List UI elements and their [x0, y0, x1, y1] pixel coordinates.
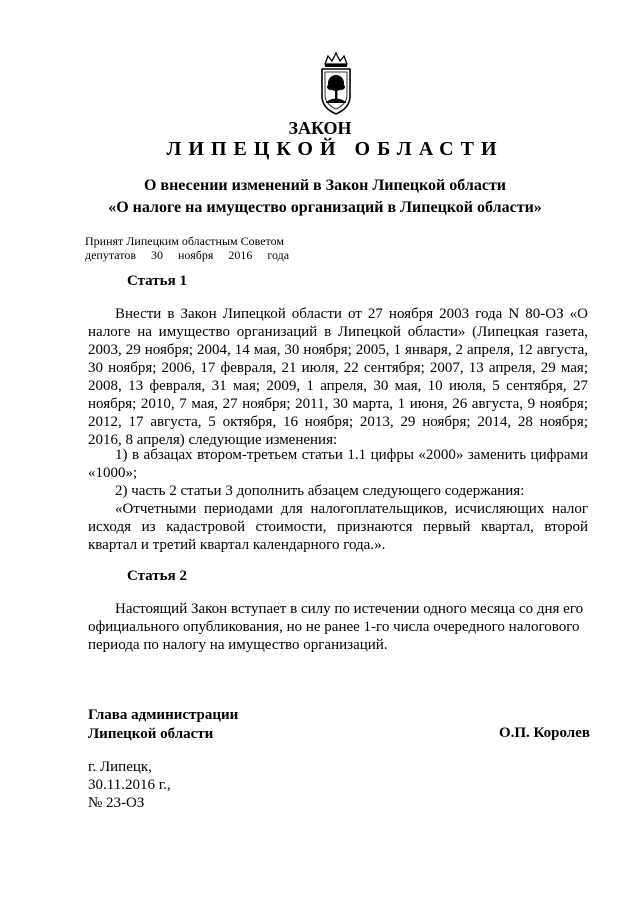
document-subtitle [70, 175, 580, 219]
signatory-position-line-2: Липецкой области [88, 726, 214, 742]
adoption-line-1: Принят Липецким областным Советом [85, 234, 284, 248]
signatory-position [88, 706, 238, 744]
subtitle-line-1: О внесении изменений в Закон Липецкой области [143, 177, 507, 194]
article-2-heading: Статья 2 [127, 568, 187, 584]
region-title: ЛИПЕЦКОЙ ОБЛАСТИ [166, 138, 504, 160]
document-footer [88, 758, 171, 812]
article-1-quote: «Отчетными периодами для налогоплательщиков, исчисляющих налог исходя из кадастровой стоимости, признаются первый квартал, второй квартал и третий квартал календарного года.». [88, 501, 588, 553]
article-1-intro: Внести в Закон Липецкой области от 27 ноября 2003 года N 80-ОЗ «О налоге на имущество организаций в Липецкой области» (Липецкая газета, 2003, 29 ноября; 2004, 14 мая, 30 ноября; 2005, 1 января, 2 апреля, 12 августа, 30 ноября; 2006, 17 февраля, 21 июля, 22 сентября; 2007, 13 апреля, 29 мая; 2008, 13 февраля, 31 мая; 2009, 1 апреля, 30 мая, 10 июля, 5 сентября, 27 ноября; 2010, 7 мая, 27 ноября; 2011, 30 марта, 1 июня, 26 августа, 9 ноября; 2012, 17 августа, 5 октября, 16 ноября; 2013, 29 ноября; 2014, 28 ноября; 2016, 8 апреля) следующие изменения: [88, 306, 588, 448]
article-2-text: Настоящий Закон вступает в силу по истечении одного месяца со дня его официального опубликования, но не ранее 1-го числа очередного налогового периода по налогу на имущество организаций. [88, 601, 584, 653]
signatory-position-line-1: Глава администрации [88, 707, 239, 723]
coat-of-arms-icon [316, 52, 356, 118]
subtitle-line-2: «О налоге на имущество организаций в Липецкой области» [108, 199, 542, 216]
footer-date: 30.11.2016 г., [88, 777, 171, 793]
document-type-title: ЗАКОН [288, 118, 352, 138]
article-1-item-1: 1) в абзацах втором-третьем статьи 1.1 цифры «2000» заменить цифрами «1000»; [88, 447, 588, 481]
footer-city: г. Липецк, [88, 759, 152, 775]
signatory-name: О.П. Королев [498, 725, 590, 741]
article-1-heading: Статья 1 [127, 273, 187, 289]
footer-number: № 23-ОЗ [88, 795, 145, 811]
adoption-line-2: депутатов 30 ноября 2016 года [85, 248, 290, 262]
article-1-item-2: 2) часть 2 статьи 3 дополнить абзацем следующего содержания: [115, 483, 525, 499]
